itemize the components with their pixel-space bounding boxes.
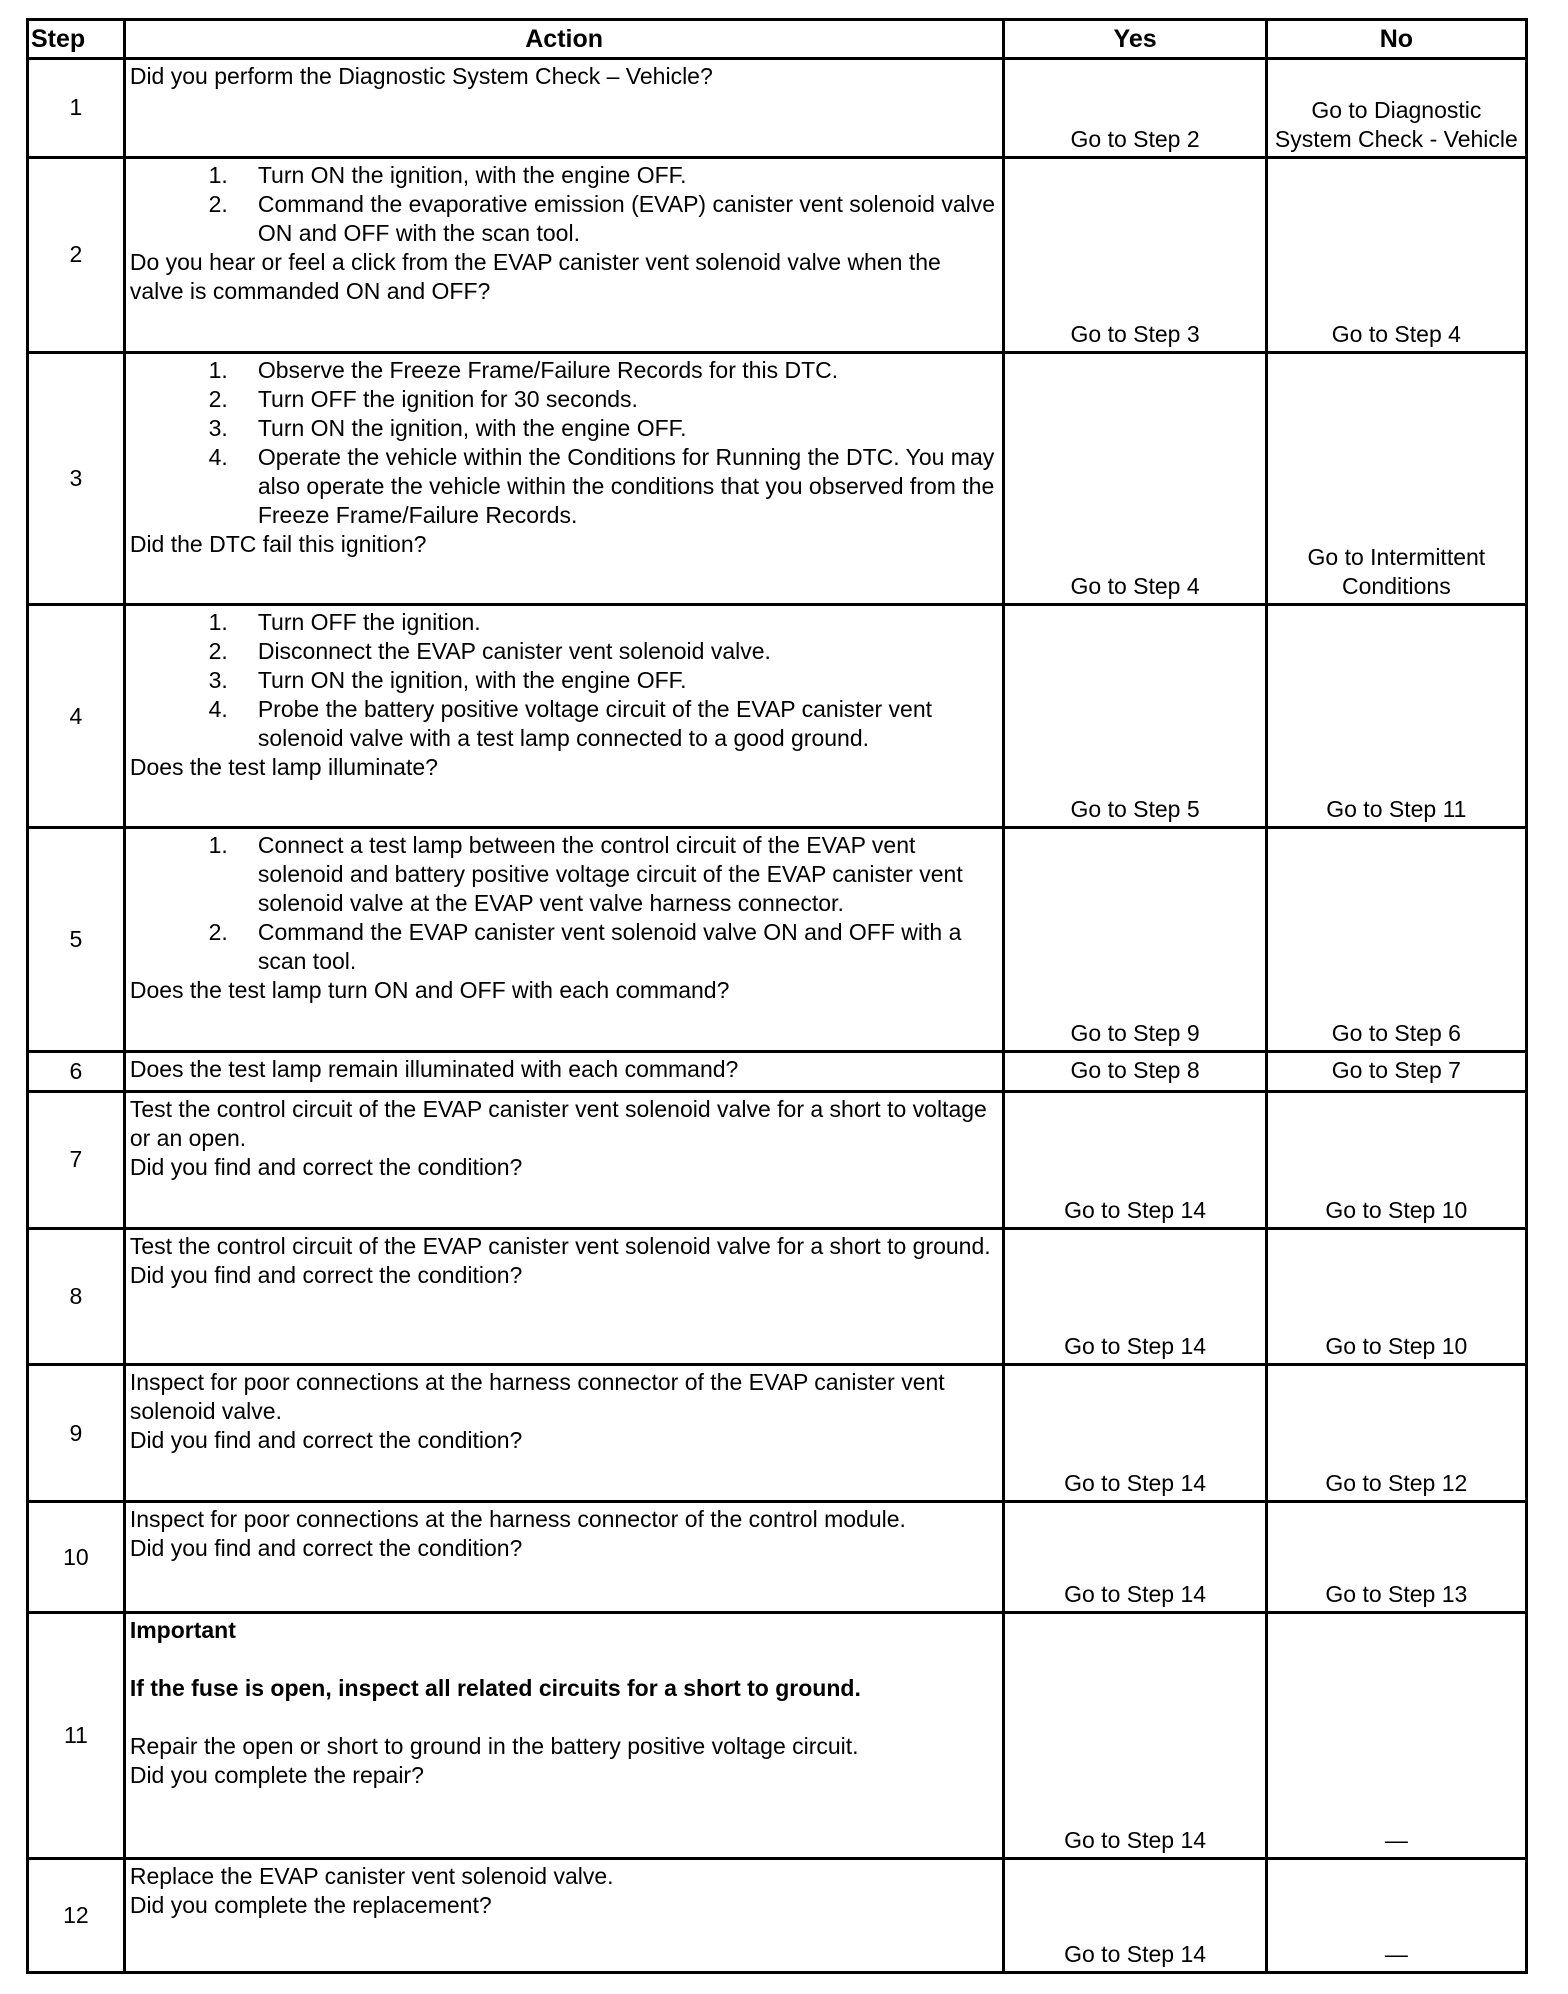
procedure-item	[130, 161, 999, 190]
procedure-item-number: 1.	[208, 161, 228, 188]
action-cell	[124, 59, 1004, 158]
action-text: Does the test lamp remain illuminated with each command?	[129, 1055, 739, 1082]
procedure-item-text: Observe the Freeze Frame/Failure Records for this DTC.	[257, 356, 839, 383]
procedure-list	[130, 831, 999, 976]
procedure-item-number: 2.	[208, 638, 228, 665]
action-text: Test the control circuit of the EVAP canister vent solenoid valve for a short to voltage or an open.	[129, 1095, 987, 1151]
procedure-item	[130, 414, 999, 443]
procedure-item-text: Operate the vehicle within the Conditions for Running the DTC. You may also operate the vehicle within the conditions that you observed from the Freeze Frame/Failure Records.	[257, 443, 995, 528]
procedure-item-number: 4.	[208, 696, 228, 723]
no-result: Go to Step 6	[1266, 828, 1526, 1051]
action-cell	[124, 1051, 1004, 1091]
table-row	[28, 1502, 1527, 1613]
procedure-item-text: Disconnect the EVAP canister vent solenoid valve.	[257, 638, 771, 665]
action-cell	[124, 605, 1004, 828]
yes-result: Go to Step 14	[1004, 1091, 1266, 1228]
action-question: Does the test lamp illuminate?	[129, 754, 438, 781]
procedure-list	[130, 161, 999, 248]
procedure-item	[130, 385, 999, 414]
no-result: Go to Step 4	[1266, 157, 1526, 352]
procedure-item-text: Connect a test lamp between the control circuit of the EVAP vent solenoid and battery positive voltage circuit of the EVAP canister vent solenoid valve at the EVAP vent valve harness connector.	[257, 832, 963, 917]
procedure-item-number: 2.	[208, 190, 228, 217]
yes-result: Go to Step 14	[1004, 1502, 1266, 1613]
header-row	[28, 20, 1527, 59]
procedure-item-text: Turn ON the ignition, with the engine OFF.	[257, 414, 687, 441]
action-cell	[124, 828, 1004, 1051]
step-number: 5	[28, 828, 125, 1051]
action-cell	[124, 1228, 1004, 1365]
procedure-item-text: Turn OFF the ignition.	[257, 609, 481, 636]
no-result: Go to Diagnostic System Check - Vehicle	[1266, 59, 1526, 158]
header-no: No	[1266, 20, 1526, 59]
important-title: Important	[129, 1616, 236, 1643]
action-text: Replace the EVAP canister vent solenoid valve.	[129, 1863, 614, 1890]
action-cell	[124, 1859, 1004, 1973]
procedure-item	[130, 356, 999, 385]
no-result: —	[1266, 1612, 1526, 1858]
step-number: 4	[28, 605, 125, 828]
diagnostic-table	[26, 18, 1528, 1974]
table-row	[28, 1051, 1527, 1091]
yes-result: Go to Step 2	[1004, 59, 1266, 158]
action-question: Did you find and correct the condition?	[129, 1261, 523, 1288]
no-result: Go to Step 12	[1266, 1365, 1526, 1502]
step-number: 12	[28, 1859, 125, 1973]
procedure-item	[130, 190, 999, 248]
procedure-list	[130, 608, 999, 753]
yes-result: Go to Step 3	[1004, 157, 1266, 352]
no-result: Go to Step 13	[1266, 1502, 1526, 1613]
action-question: Did you complete the repair?	[129, 1761, 424, 1788]
no-result: Go to Intermittent Conditions	[1266, 352, 1526, 604]
action-text: Test the control circuit of the EVAP canister vent solenoid valve for a short to ground.	[129, 1232, 991, 1259]
procedure-item-number: 2.	[208, 919, 228, 946]
action-question: Did you find and correct the condition?	[129, 1153, 523, 1180]
no-result: Go to Step 10	[1266, 1091, 1526, 1228]
step-number: 3	[28, 352, 125, 604]
procedure-item	[130, 695, 999, 753]
no-result: Go to Step 7	[1266, 1051, 1526, 1091]
table-row	[28, 352, 1527, 604]
action-question: Did you find and correct the condition?	[129, 1427, 523, 1454]
yes-result: Go to Step 9	[1004, 828, 1266, 1051]
no-result: —	[1266, 1859, 1526, 1973]
step-number: 11	[28, 1612, 125, 1858]
procedure-item	[130, 608, 999, 637]
action-question: Did you find and correct the condition?	[129, 1535, 523, 1562]
action-cell	[124, 1091, 1004, 1228]
procedure-item-number: 1.	[208, 356, 228, 383]
action-text: Did you perform the Diagnostic System Check – Vehicle?	[129, 63, 713, 89]
procedure-item	[130, 831, 999, 918]
procedure-item-number: 1.	[208, 609, 228, 636]
yes-result: Go to Step 14	[1004, 1228, 1266, 1365]
procedure-item-text: Turn OFF the ignition for 30 seconds.	[257, 385, 638, 412]
yes-result: Go to Step 14	[1004, 1365, 1266, 1502]
action-question: Did you complete the replacement?	[129, 1892, 492, 1919]
important-text: If the fuse is open, inspect all related circuits for a short to ground.	[129, 1674, 861, 1701]
procedure-item-number: 3.	[208, 667, 228, 694]
step-number: 8	[28, 1228, 125, 1365]
procedure-item-number: 3.	[208, 414, 228, 441]
table-row	[28, 59, 1527, 158]
procedure-item-number: 4.	[208, 443, 228, 470]
action-cell	[124, 1612, 1004, 1858]
action-cell	[124, 1365, 1004, 1502]
yes-result: Go to Step 14	[1004, 1612, 1266, 1858]
procedure-item	[130, 666, 999, 695]
table-row	[28, 828, 1527, 1051]
procedure-item-text: Turn ON the ignition, with the engine OFF.	[257, 667, 687, 694]
step-number: 10	[28, 1502, 125, 1613]
table-row	[28, 1091, 1527, 1228]
action-text: Inspect for poor connections at the harness connector of the EVAP canister vent solenoid valve.	[129, 1369, 945, 1425]
procedure-item-text: Command the evaporative emission (EVAP) canister vent solenoid valve ON and OFF with the scan tool.	[257, 190, 996, 246]
no-result: Go to Step 11	[1266, 605, 1526, 828]
table-row	[28, 605, 1527, 828]
procedure-item-number: 1.	[208, 832, 228, 859]
step-number: 7	[28, 1091, 125, 1228]
step-number: 6	[28, 1051, 125, 1091]
action-question: Do you hear or feel a click from the EVAP canister vent solenoid valve when the valve is commanded ON and OFF?	[129, 248, 941, 304]
step-number: 1	[28, 59, 125, 158]
procedure-item	[130, 637, 999, 666]
procedure-item	[130, 918, 999, 976]
header-action: Action	[124, 20, 1004, 59]
table-row	[28, 1228, 1527, 1365]
yes-result: Go to Step 14	[1004, 1859, 1266, 1973]
table-row	[28, 157, 1527, 352]
step-number: 2	[28, 157, 125, 352]
action-text: Inspect for poor connections at the harness connector of the control module.	[129, 1506, 906, 1533]
header-step: Step	[28, 20, 125, 59]
procedure-item	[130, 443, 999, 530]
yes-result: Go to Step 4	[1004, 352, 1266, 604]
header-yes: Yes	[1004, 20, 1266, 59]
procedure-item-text: Probe the battery positive voltage circuit of the EVAP canister vent solenoid valve with a test lamp connected to a good ground.	[257, 696, 933, 752]
action-cell	[124, 352, 1004, 604]
action-cell	[124, 157, 1004, 352]
yes-result: Go to Step 5	[1004, 605, 1266, 828]
procedure-item-text: Turn ON the ignition, with the engine OFF.	[257, 161, 687, 188]
procedure-list	[130, 356, 999, 530]
action-question: Does the test lamp turn ON and OFF with each command?	[129, 977, 730, 1004]
procedure-item-number: 2.	[208, 385, 228, 412]
action-question: Did the DTC fail this ignition?	[129, 530, 427, 557]
yes-result: Go to Step 8	[1004, 1051, 1266, 1091]
table-row	[28, 1859, 1527, 1973]
no-result: Go to Step 10	[1266, 1228, 1526, 1365]
step-number: 9	[28, 1365, 125, 1502]
action-text: Repair the open or short to ground in the battery positive voltage circuit.	[129, 1732, 859, 1759]
procedure-item-text: Command the EVAP canister vent solenoid valve ON and OFF with a scan tool.	[257, 919, 962, 975]
table-row	[28, 1612, 1527, 1858]
table-row	[28, 1365, 1527, 1502]
action-cell	[124, 1502, 1004, 1613]
